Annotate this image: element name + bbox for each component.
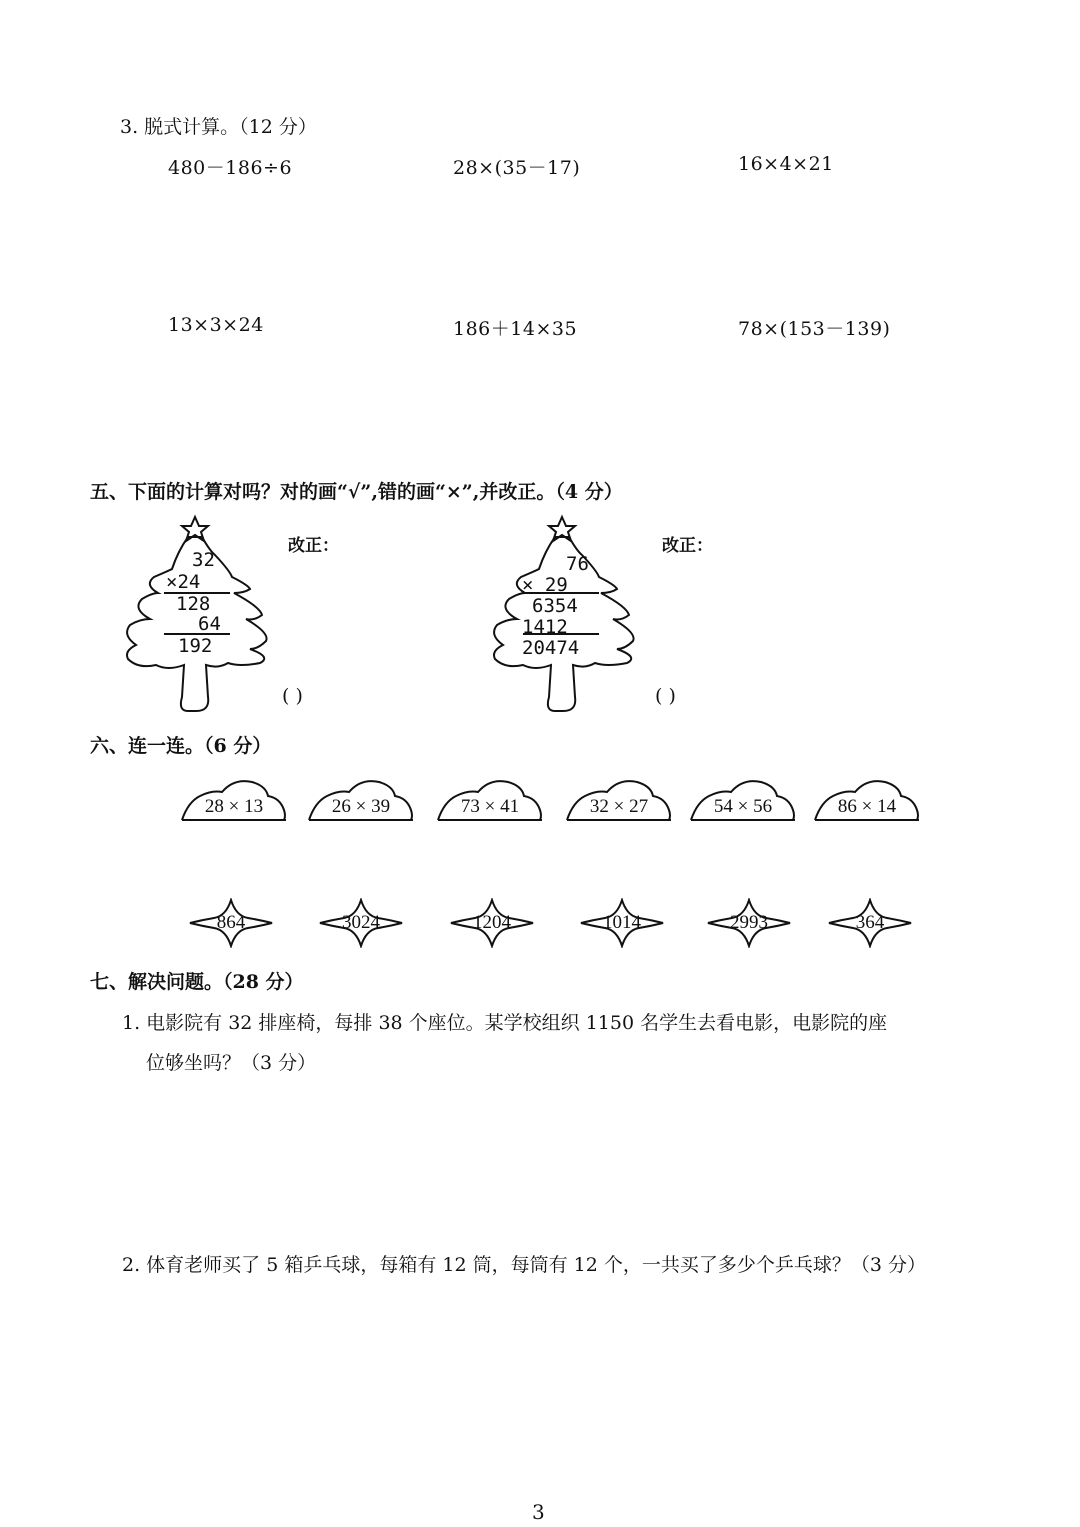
- calc2-line-1: 76: [566, 553, 589, 575]
- star-number-5[interactable]: [706, 898, 792, 948]
- expression-6: 78×(153－139): [738, 318, 891, 340]
- cloud-expression-2[interactable]: [307, 776, 415, 824]
- expression-2: 28×(35－17): [453, 157, 581, 179]
- calc1-line-2: ×24: [166, 571, 201, 593]
- correction-label-2: 改正：: [662, 536, 713, 556]
- answer-parentheses-1[interactable]: ( ): [282, 685, 303, 707]
- calc2-line-3: 6354: [532, 595, 578, 617]
- cloud-label-3: 73 × 41: [460, 796, 520, 817]
- problem-1-line-1: 1. 电影院有 32 排座椅，每排 38 个座位。某学校组织 1150 名学生去看电影，电影院的座: [122, 1012, 888, 1034]
- star-number-3[interactable]: [449, 898, 535, 948]
- tree-outline-icon: [120, 515, 270, 715]
- cloud-expression-4[interactable]: [565, 776, 673, 824]
- cloud-label-2: 26 × 39: [331, 796, 391, 817]
- cloud-expression-6[interactable]: [813, 776, 921, 824]
- expression-3: 16×4×21: [738, 153, 834, 175]
- cloud-label-5: 54 × 56: [713, 796, 773, 817]
- cloud-expression-3[interactable]: [436, 776, 544, 824]
- expression-4: 13×3×24: [168, 314, 264, 336]
- star-label-1: 864: [216, 912, 246, 933]
- star-number-6[interactable]: [827, 898, 913, 948]
- star-number-4[interactable]: [579, 898, 665, 948]
- calc1-line-4: 64: [198, 613, 221, 635]
- calc2-line-4: 1412: [522, 616, 568, 638]
- calc2-line-2: × 29: [522, 574, 568, 596]
- cloud-label-1: 28 × 13: [204, 796, 264, 817]
- star-number-2[interactable]: [318, 898, 404, 948]
- expression-1: 480－186÷6: [168, 157, 293, 179]
- star-label-3: 1204: [473, 912, 511, 933]
- cloud-expression-1[interactable]: [180, 776, 288, 824]
- cloud-label-4: 32 × 27: [589, 796, 649, 817]
- problem-1-line-2: 位够坐吗？（3 分）: [146, 1052, 317, 1074]
- page-number: 3: [532, 1500, 545, 1524]
- tree-calculation-1: [120, 515, 270, 715]
- cloud-label-6: 86 × 14: [837, 796, 897, 817]
- section-7-title: 七、解决问题。（28 分）: [90, 971, 304, 993]
- expression-5: 186＋14×35: [453, 318, 578, 340]
- tree-calculation-2: [482, 515, 642, 715]
- star-label-5: 2993: [730, 912, 768, 933]
- problem-2: 2. 体育老师买了 5 箱乒乓球，每箱有 12 筒，每筒有 12 个，一共买了多少个乒乓球？（3 分）: [122, 1254, 926, 1276]
- section-5-title: 五、下面的计算对吗？对的画“√”,错的画“×”,并改正。（4 分）: [90, 481, 623, 503]
- star-label-4: 1014: [603, 912, 641, 933]
- calc2-line-5: 20474: [522, 637, 580, 659]
- calc1-line-5: 192: [178, 635, 213, 657]
- calc1-line-3: 128: [176, 593, 211, 615]
- calc1-line-1: 32: [192, 549, 215, 571]
- answer-parentheses-2[interactable]: ( ): [655, 685, 676, 707]
- question-3-title: 3. 脱式计算。（12 分）: [120, 116, 317, 138]
- cloud-expression-5[interactable]: [689, 776, 797, 824]
- correction-label-1: 改正：: [288, 536, 339, 556]
- star-label-6: 364: [855, 912, 885, 933]
- star-label-2: 3024: [342, 912, 380, 933]
- section-6-title: 六、连一连。（6 分）: [90, 735, 272, 757]
- star-number-1[interactable]: [188, 898, 274, 948]
